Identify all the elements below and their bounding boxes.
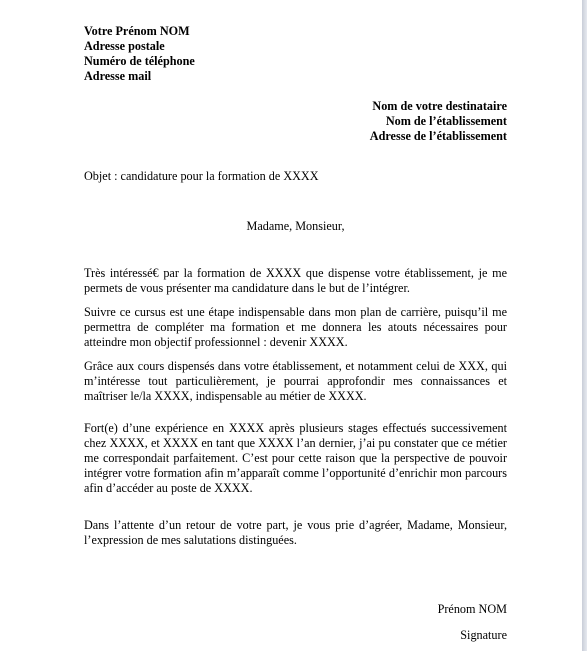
sender-address: Adresse postale (84, 39, 165, 53)
recipient-name: Nom de votre destinataire (372, 99, 507, 113)
signature: Signature (460, 628, 507, 642)
body-paragraph: Très intéressé€ par la formation de XXXX que dispense votre établissement, je me permets de vous présenter ma candidature dans le but de l’intégrer. (84, 266, 507, 295)
sender-block (84, 24, 507, 84)
vertical-scrollbar-edge[interactable] (582, 0, 587, 651)
subject-line: Objet : candidature pour la formation de XXXX (84, 169, 319, 183)
closing-name: Prénom NOM (437, 602, 507, 616)
sender-phone: Numéro de téléphone (84, 54, 195, 68)
body-paragraph: Fort(e) d’une expérience en XXXX après plusieurs stages effectués successivement chez XXXX, et XXXX en tant que XXXX l’an dernier, j’ai pu constater que ce métier me correspondait parfaitement. C’est pour cette raison que la perspective de pouvoir intégrer votre formation afin m’apparaît comme l’opportunité d’enrichir mon parcours afin d’accéder au poste de XXXX. (84, 421, 507, 495)
body-paragraph: Suivre ce cursus est une étape indispensable dans mon plan de carrière, puisqu’il me permettra de compléter ma formation et me donnera les atouts nécessaires pour atteindre mon objectif professionnel : devenir XXXX. (84, 305, 507, 349)
body-paragraph: Grâce aux cours dispensés dans votre établissement, et notamment celui de XXX, qui m’intéresse tout particulièrement, je pourrai approfondir mes connaissances et maîtriser le/la XXXX, indispensable au métier de XXXX. (84, 359, 507, 403)
sender-name: Votre Prénom NOM (84, 24, 190, 38)
institution-name: Nom de l’établissement (385, 114, 507, 128)
institution-address: Adresse de l’établissement (369, 129, 507, 143)
sender-email: Adresse mail (84, 69, 152, 83)
closing-paragraph: Dans l’attente d’un retour de votre part, je vous prie d’agréer, Madame, Monsieur, l’expression de mes salutations distinguées. (84, 518, 507, 547)
recipient-block (84, 99, 507, 144)
salutation: Madame, Monsieur, (246, 219, 345, 233)
